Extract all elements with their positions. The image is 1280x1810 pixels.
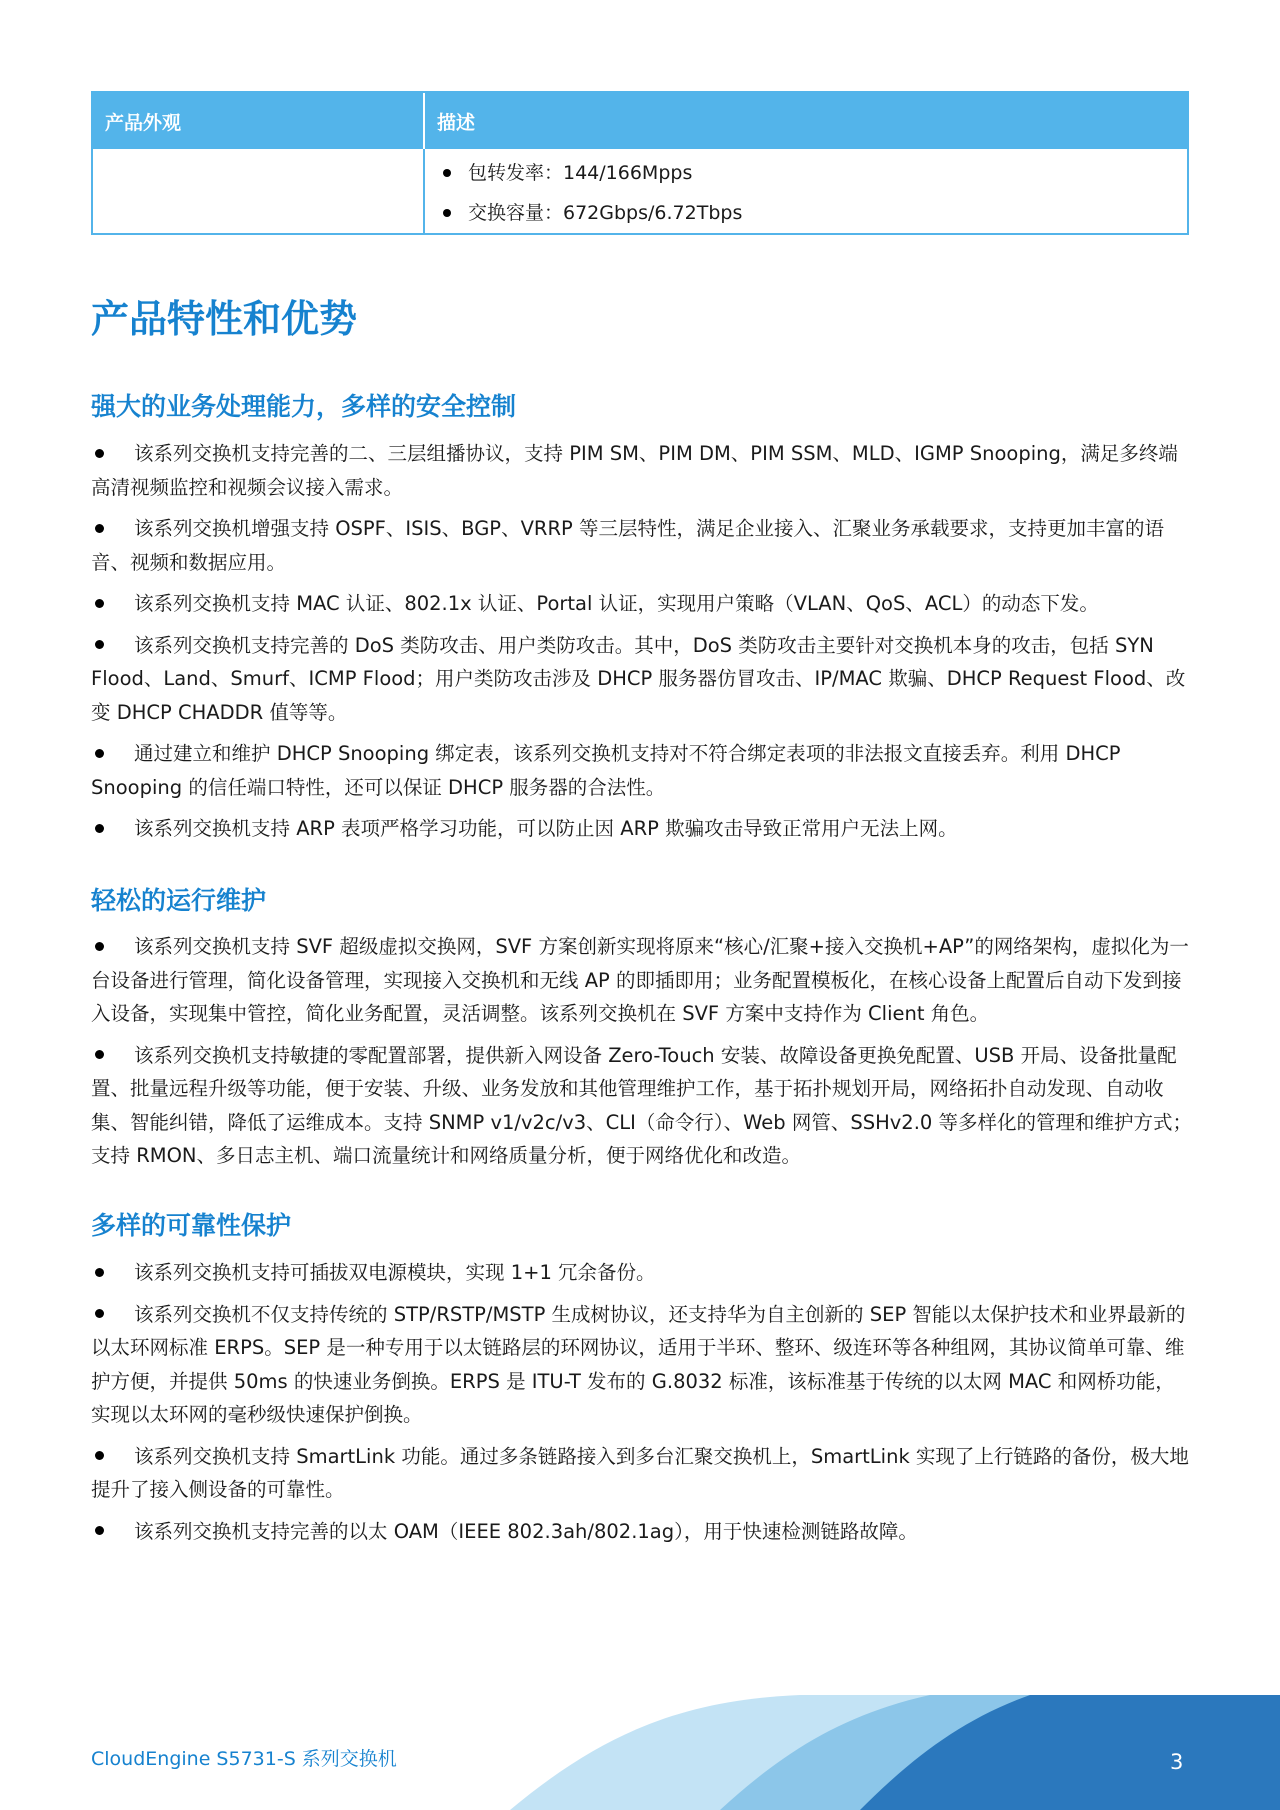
description-cell (425, 149, 1187, 233)
spec-item (439, 193, 1187, 233)
bullet-icon (95, 1309, 104, 1318)
list-item-text: 该系列交换机不仅支持传统的 STP/RSTP/MSTP 生成树协议，还支持华为自主创新的 SEP 智能以太保护技术和业界最新的以太环网标准 ERPS。SEP 是一种专用于以太链路层的环网协议，适用于半环、整环、级连环等各种组网，其协议简单可靠、维护方便，并提供 50ms 的快速业务倒换。ERPS 是 ITU-T 发布的 G.8032 标准，该标准基于传统的以太网 MAC 和网桥功能，实现以太环网的毫秒级快速保护倒换。 (91, 1302, 1186, 1426)
section-title-security: 强大的业务处理能力，多样的安全控制 (91, 392, 517, 421)
spec-item-text: 交换容量：672Gbps/6.72Tbps (468, 202, 743, 224)
header-appearance: 产品外观 (93, 93, 425, 149)
section-list-security (91, 437, 1193, 854)
bullet-icon (95, 1268, 104, 1277)
spec-table-header (93, 93, 1187, 149)
list-item-text: 该系列交换机增强支持 OSPF、ISIS、BGP、VRRP 等三层特性，满足企业接入、汇聚业务承载要求，支持更加丰富的语音、视频和数据应用。 (91, 517, 1164, 574)
spec-item-text: 包转发率：144/166Mpps (468, 162, 693, 184)
spec-item (439, 153, 1187, 193)
bullet-icon (95, 1526, 104, 1535)
footer-product-title: CloudEngine S5731-S 系列交换机 (91, 1748, 397, 1770)
appearance-cell (93, 149, 425, 233)
list-item (91, 1298, 1193, 1432)
list-item-text: 该系列交换机支持 ARP 表项严格学习功能，可以防止因 ARP 欺骗攻击导致正常用户无法上网。 (134, 817, 958, 840)
list-item (91, 737, 1193, 804)
bullet-icon (95, 1451, 104, 1460)
list-item (91, 930, 1193, 1031)
bullet-icon (95, 599, 104, 608)
list-item (91, 629, 1193, 730)
list-item-text: 该系列交换机支持完善的二、三层组播协议，支持 PIM SM、PIM DM、PIM SSM、MLD、IGMP Snooping，满足多终端高清视频监控和视频会议接入需求。 (91, 442, 1178, 499)
bullet-icon (95, 824, 104, 833)
bullet-icon (95, 524, 104, 533)
section-list-reliability (91, 1256, 1193, 1556)
list-item-text: 该系列交换机支持完善的 DoS 类防攻击、用户类防攻击。其中，DoS 类防攻击主要针对交换机本身的攻击，包括 SYN Flood、Land、Smurf、ICMP Flood；用户类防攻击涉及 DHCP 服务器仿冒攻击、IP/MAC 欺骗、DHCP Request Flood、改变 DHCP CHADDR 值等等。 (91, 633, 1186, 724)
page-title: 产品特性和优势 (91, 297, 358, 341)
bullet-icon (443, 209, 451, 217)
list-item-text: 该系列交换机支持 MAC 认证、802.1x 认证、Portal 认证，实现用户策略（VLAN、QoS、ACL）的动态下发。 (134, 592, 1099, 615)
section-title-reliability: 多样的可靠性保护 (91, 1211, 292, 1240)
bullet-icon (95, 640, 104, 649)
spec-table (91, 91, 1189, 235)
list-item (91, 437, 1193, 504)
page-number: 3 (1170, 1750, 1184, 1774)
bullet-icon (95, 1050, 104, 1059)
spec-list (439, 149, 1187, 233)
list-item-text: 通过建立和维护 DHCP Snooping 绑定表，该系列交换机支持对不符合绑定表项的非法报文直接丢弃。利用 DHCP Snooping 的信任端口特性，还可以保证 DHCP 服务器的合法性。 (91, 742, 1121, 799)
header-description: 描述 (437, 111, 476, 134)
list-item (91, 1256, 1193, 1290)
section-title-maintenance: 轻松的运行维护 (91, 886, 267, 915)
list-item-text: 该系列交换机支持完善的以太 OAM（IEEE 802.3ah/802.1ag），用于快速检测链路故障。 (134, 1519, 918, 1543)
list-item-text: 该系列交换机支持 SmartLink 功能。通过多条链路接入到多台汇聚交换机上，SmartLink 实现了上行链路的备份，极大地提升了接入侧设备的可靠性。 (91, 1444, 1189, 1501)
bullet-icon (95, 749, 104, 758)
bullet-icon (95, 449, 104, 458)
list-item (91, 1515, 1193, 1549)
list-item-text: 该系列交换机支持敏捷的零配置部署，提供新入网设备 Zero-Touch 安装、故障设备更换免配置、USB 开局、设备批量配置、批量远程升级等功能，便于安装、升级、业务发放和其他管理维护工作，基于拓扑规划开局，网络拓扑自动发现、自动收集、智能纠错，降低了运维成本。支持 SNMP v1/v2c/v3、CLI（命令行）、Web 网管、SSHv2.0 等多样化的管理和维护方式；支持 RMON、多日志主机、端口流量统计和网络质量分析，便于网络优化和改造。 (91, 1043, 1193, 1167)
list-item (91, 512, 1193, 579)
bullet-icon (443, 169, 451, 177)
list-item-text: 该系列交换机支持可插拔双电源模块，实现 1+1 冗余备份。 (134, 1261, 656, 1284)
section-list-maintenance (91, 930, 1193, 1181)
list-item (91, 587, 1193, 621)
list-item (91, 1039, 1193, 1173)
bullet-icon (95, 942, 104, 951)
list-item-text: 该系列交换机支持 SVF 超级虚拟交换网，SVF 方案创新实现将原来“核心/汇聚+接入交换机+AP”的网络架构，虚拟化为一台设备进行管理，简化设备管理，实现接入交换机和无线 AP 的即插即用；业务配置模板化，在核心设备上配置后自动下发到接入设备，实现集中管控，简化业务配置，灵活调整。该系列交换机在 SVF 方案中支持作为 Client 角色。 (91, 935, 1189, 1025)
spec-table-row (93, 149, 1187, 233)
list-item (91, 812, 1193, 846)
list-item (91, 1440, 1193, 1507)
